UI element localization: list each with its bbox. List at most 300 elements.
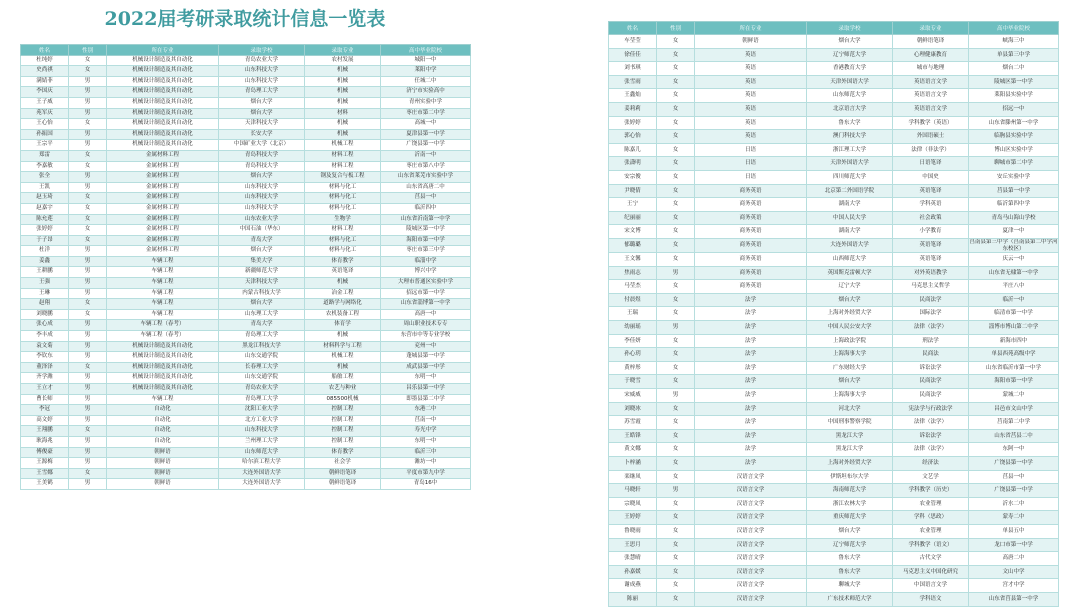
cell-high-school: 临清市第一中学 [969, 307, 1059, 321]
cell-school: 烟台大学 [807, 35, 893, 49]
cell-gender: 女 [69, 203, 107, 214]
cell-major: 机械设计制造及其自动化 [107, 140, 219, 151]
cell-high-school: 高唐一中 [381, 309, 471, 320]
cell-school: 聊城大学 [807, 579, 893, 593]
cell-name: 徐佳佳 [609, 48, 657, 62]
cell-high-school: 大理市普通区实验中学 [381, 278, 471, 289]
table-row [609, 511, 1059, 525]
cell-major: 英语 [695, 102, 807, 116]
cell-high-school: 青岛16中 [381, 479, 471, 490]
cell-gender: 女 [657, 75, 695, 89]
cell-high-school: 东明一中 [381, 436, 471, 447]
col-high-school: 高中毕业院校 [969, 22, 1059, 35]
cell-high-school: 青岛马山海山学校 [969, 211, 1059, 225]
cell-school: 山东科技大学 [219, 193, 305, 204]
cell-name: 张婷婷 [609, 116, 657, 130]
cell-gender: 女 [657, 130, 695, 144]
cell-school: 山东科技大学 [219, 182, 305, 193]
cell-high-school: 蒙城二中 [969, 389, 1059, 403]
table-row [609, 348, 1059, 362]
cell-name: 孙嘉媛 [609, 565, 657, 579]
cell-school: 湖南大学 [807, 198, 893, 212]
cell-high-school: 高唐二中 [969, 552, 1059, 566]
table-row [21, 140, 471, 151]
cell-gender: 女 [657, 457, 695, 471]
cell-high-school: 烟台二中 [969, 62, 1059, 76]
cell-name: 郭心怡 [609, 130, 657, 144]
cell-school: 天津科技大学 [219, 278, 305, 289]
table-row [609, 524, 1059, 538]
cell-name: 王婷婷 [609, 511, 657, 525]
table-row [21, 352, 471, 363]
cell-gender: 女 [657, 402, 695, 416]
cell-admit-major: 学科教学（英语） [893, 116, 969, 130]
cell-admit-major: 社会学 [305, 458, 381, 469]
cell-school: 烟台大学 [219, 108, 305, 119]
cell-gender: 男 [69, 256, 107, 267]
cell-major: 机械设计制造及其自动化 [107, 129, 219, 140]
cell-admit-major: 机械 [305, 76, 381, 87]
cell-name: 焦雨志 [609, 266, 657, 280]
cell-high-school: 高城一中 [381, 119, 471, 130]
cell-admit-major: 诉讼法学 [893, 429, 969, 443]
cell-name: 赵嘉宇 [21, 203, 69, 214]
cell-name: 苏雪霞 [609, 416, 657, 430]
table-row [21, 415, 471, 426]
cell-gender: 男 [657, 266, 695, 280]
cell-admit-major: 英语语言文学 [893, 102, 969, 116]
cell-school: 大连外国语大学 [219, 468, 305, 479]
col-gender: 性别 [657, 22, 695, 35]
cell-major: 商务英语 [695, 198, 807, 212]
table-row [21, 267, 471, 278]
cell-admit-major: 英语语言文学 [893, 75, 969, 89]
cell-high-school: 海阳市第一中学 [969, 375, 1059, 389]
cell-major: 机械设计制造及其自动化 [107, 373, 219, 384]
cell-name: 孙心玥 [609, 348, 657, 362]
cell-gender: 男 [69, 97, 107, 108]
cell-name: 于子昂 [21, 235, 69, 246]
cell-high-school: 蒙寿二中 [969, 511, 1059, 525]
table-row [609, 35, 1059, 49]
cell-school: 辽宁大学 [807, 280, 893, 294]
cell-high-school: 山东省莒县第一中学 [969, 592, 1059, 606]
cell-name: 陈允莲 [21, 214, 69, 225]
table-row [609, 116, 1059, 130]
cell-school: 大连外国语大学 [807, 238, 893, 252]
cell-gender: 男 [69, 331, 107, 342]
cell-school: 青岛理工大学 [219, 394, 305, 405]
cell-admit-major: 英语笔译 [305, 267, 381, 278]
cell-high-school: 莒南县第三中学（莒南县第二中学河东校区） [969, 238, 1058, 252]
cell-high-school: 蓬城县第一中学 [381, 352, 471, 363]
cell-gender: 女 [69, 299, 107, 310]
cell-name: 尹晓倩 [609, 184, 657, 198]
cell-high-school: 夏津县第一中学 [381, 129, 471, 140]
cell-name: 王翔鹏 [21, 426, 69, 437]
cell-major: 汉语言文学 [695, 579, 807, 593]
cell-admit-major: 日语笔译 [893, 157, 969, 171]
cell-name: 王强 [21, 278, 69, 289]
cell-admit-major: 材料与化工 [305, 193, 381, 204]
cell-school: 青岛科技大学 [219, 161, 305, 172]
cell-admit-major: 民商法 [893, 348, 969, 362]
cell-gender: 男 [69, 405, 107, 416]
cell-major: 商务英语 [695, 211, 807, 225]
cell-high-school: 山东省无棣第一中学 [969, 266, 1059, 280]
cell-name: 张全 [21, 172, 69, 183]
cell-admit-major: 外国语硕士 [893, 130, 969, 144]
cell-major: 自动化 [107, 415, 219, 426]
cell-major: 自动化 [107, 436, 219, 447]
cell-name: 王立才 [21, 384, 69, 395]
cell-major: 汉语言文学 [695, 565, 807, 579]
cell-major: 机械设计制造及其自动化 [107, 87, 219, 98]
cell-admit-major: 英语笔译 [893, 238, 969, 252]
cell-school: 山西师范大学 [807, 253, 893, 267]
cell-name: 高文婷 [21, 415, 69, 426]
cell-gender: 男 [69, 341, 107, 352]
cell-school: 山东理工大学 [219, 309, 305, 320]
cell-gender: 女 [657, 253, 695, 267]
cell-admit-major: 学科（思政） [893, 511, 969, 525]
cell-admit-major: 农业管理 [893, 524, 969, 538]
cell-school: 青岛农业大学 [219, 55, 305, 66]
cell-high-school: 临淄中学 [381, 256, 471, 267]
cell-gender: 男 [657, 484, 695, 498]
cell-name: 宗晓凤 [609, 497, 657, 511]
cell-gender: 男 [657, 321, 695, 335]
cell-school: 烟台大学 [807, 375, 893, 389]
cell-school: 湖南大学 [807, 225, 893, 239]
cell-major: 汉语言文学 [695, 592, 807, 606]
cell-major: 车辆工程 [107, 309, 219, 320]
cell-name: 满婧菲 [21, 76, 69, 87]
cell-major: 机械设计制造及其自动化 [107, 76, 219, 87]
cell-admit-major: 机械 [305, 331, 381, 342]
cell-school: 北方工业大学 [219, 415, 305, 426]
cell-admit-major: 材料工程 [305, 161, 381, 172]
cell-major: 机械设计制造及其自动化 [107, 341, 219, 352]
cell-name: 付晨煜 [609, 293, 657, 307]
cell-major: 商务英语 [695, 225, 807, 239]
cell-school: 青岛理工大学 [219, 87, 305, 98]
cell-admit-major: 体育教学 [305, 256, 381, 267]
table-row [609, 225, 1059, 239]
cell-admit-major: 古代文学 [893, 552, 969, 566]
cell-major: 商务英语 [695, 184, 807, 198]
cell-name: 李嘉敏 [21, 161, 69, 172]
cell-school: 鲁东大学 [807, 565, 893, 579]
table-row [609, 389, 1059, 403]
cell-high-school: 山东省高唐二中 [381, 182, 471, 193]
cell-admit-major: 朝鲜语笔译 [305, 479, 381, 490]
cell-high-school: 山东省淄博第一中学 [381, 299, 471, 310]
cell-gender: 女 [69, 362, 107, 373]
table-row [21, 182, 471, 193]
cell-school: 北京第二外国语学院 [807, 184, 893, 198]
cell-gender: 女 [657, 184, 695, 198]
cell-school: 沈阳工业大学 [219, 405, 305, 416]
cell-admit-major: 学科教学（历史） [893, 484, 969, 498]
cell-major: 机械设计制造及其自动化 [107, 362, 219, 373]
cell-major: 汉语言文学 [695, 524, 807, 538]
cell-gender: 女 [657, 238, 695, 252]
cell-high-school: 宫才中学 [969, 579, 1059, 593]
cell-gender: 女 [657, 143, 695, 157]
cell-gender: 男 [69, 458, 107, 469]
cell-gender: 男 [69, 108, 107, 119]
cell-major: 机械设计制造及其自动化 [107, 55, 219, 66]
cell-gender: 女 [69, 150, 107, 161]
cell-gender: 女 [657, 225, 695, 239]
cell-gender: 男 [69, 129, 107, 140]
table-row [609, 253, 1059, 267]
cell-admit-major: 控制工程 [305, 405, 381, 416]
cell-gender: 男 [69, 436, 107, 447]
cell-name: 李丰成 [21, 331, 69, 342]
cell-admit-major: 英语笔译 [893, 184, 969, 198]
cell-school: 烟台大学 [219, 246, 305, 257]
cell-school: 伊斯坦布尔大学 [807, 470, 893, 484]
cell-gender: 女 [69, 55, 107, 66]
cell-high-school: 潍坊一中 [381, 458, 471, 469]
table-row [21, 288, 471, 299]
cell-name: 幼丽瑶 [609, 321, 657, 335]
cell-high-school: 昌乐县第一中学 [381, 384, 471, 395]
table-row [609, 89, 1059, 103]
cell-gender: 女 [657, 198, 695, 212]
table-row [21, 458, 471, 469]
cell-high-school: 陵城区第一中学 [381, 225, 471, 236]
cell-gender: 女 [657, 579, 695, 593]
cell-school: 上海对外经贸大学 [807, 457, 893, 471]
cell-gender: 女 [69, 214, 107, 225]
cell-school: 兰州理工大学 [219, 436, 305, 447]
cell-school: 山东交通学院 [219, 373, 305, 384]
cell-gender: 男 [69, 394, 107, 405]
cell-major: 汉语言文学 [695, 484, 807, 498]
cell-admit-major: 心理健康教育 [893, 48, 969, 62]
cell-admit-major: 控制工程 [305, 436, 381, 447]
cell-name: 张潇明 [609, 157, 657, 171]
cell-name: 曹长师 [21, 394, 69, 405]
col-school: 录取学校 [219, 45, 305, 56]
cell-school: 山东科技大学 [219, 76, 305, 87]
cell-school: 黑龙江科技大学 [219, 341, 305, 352]
cell-gender: 女 [657, 35, 695, 49]
cell-major: 法学 [695, 348, 807, 362]
table-row [609, 62, 1059, 76]
cell-gender: 男 [69, 384, 107, 395]
cell-major: 金属材料工程 [107, 203, 219, 214]
cell-admit-major: 机械 [305, 129, 381, 140]
cell-major: 汉语言文学 [695, 497, 807, 511]
cell-school: 烟台大学 [219, 172, 305, 183]
table-row [609, 170, 1059, 184]
cell-admit-major: 诉讼法学 [893, 361, 969, 375]
cell-high-school: 博山区实验中学 [969, 143, 1059, 157]
cell-gender: 女 [69, 235, 107, 246]
cell-school: 山东科技大学 [219, 203, 305, 214]
table-row [609, 429, 1059, 443]
cell-major: 汉语言文学 [695, 511, 807, 525]
cell-school: 广东财经大学 [807, 361, 893, 375]
cell-high-school: 山东省滕州第一中学 [969, 116, 1059, 130]
cell-admit-major: 马克思主义哲学 [893, 280, 969, 294]
cell-major: 日语 [695, 170, 807, 184]
cell-high-school: 周山职业技术专专 [381, 320, 471, 331]
cell-school: 上海海事大学 [807, 348, 893, 362]
table-row [21, 55, 471, 66]
cell-gender: 女 [69, 225, 107, 236]
cell-major: 朝鲜语 [107, 479, 219, 490]
left-table [20, 44, 471, 490]
cell-major: 法学 [695, 321, 807, 335]
cell-school: 烟台大学 [219, 299, 305, 310]
cell-school: 山东师范大学 [219, 447, 305, 458]
cell-high-school: 即墨县第二中学 [381, 394, 471, 405]
cell-admit-major: 法律（法学） [893, 321, 969, 335]
table-row [21, 76, 471, 87]
cell-school: 大连外国语大学 [219, 479, 305, 490]
table-row [609, 484, 1059, 498]
cell-gender: 女 [657, 511, 695, 525]
cell-gender: 男 [69, 320, 107, 331]
cell-school: 鲁东大学 [807, 552, 893, 566]
cell-admit-major: 体育教学 [305, 447, 381, 458]
cell-admit-major: 控制工程 [305, 426, 381, 437]
table-row [609, 565, 1059, 579]
cell-school: 烟台大学 [807, 524, 893, 538]
cell-name: 李冠 [21, 405, 69, 416]
cell-school: 中国石油（华东） [219, 225, 305, 236]
cell-admit-major: 机械工程 [305, 352, 381, 363]
cell-school: 海南师范大学 [807, 484, 893, 498]
cell-gender: 女 [657, 157, 695, 171]
cell-name: 史尚祺 [21, 66, 69, 77]
cell-admit-major: 材料 [305, 108, 381, 119]
cell-gender: 女 [657, 361, 695, 375]
cell-school: 中国人民大学 [807, 211, 893, 225]
cell-name: 刘晓冰 [609, 402, 657, 416]
cell-gender: 男 [69, 415, 107, 426]
cell-admit-major: 学科英语 [893, 198, 969, 212]
cell-high-school: 莱阳县实验中学 [969, 89, 1059, 103]
table-row [21, 193, 471, 204]
cell-name: 王凯 [21, 182, 69, 193]
cell-name: 董泽泽 [21, 362, 69, 373]
cell-high-school: 东港二中 [381, 405, 471, 416]
cell-major: 车辆工程 [107, 299, 219, 310]
table-row [21, 331, 471, 342]
cell-major: 英语 [695, 75, 807, 89]
cell-school: 上海海事大学 [807, 389, 893, 403]
cell-gender: 女 [657, 565, 695, 579]
cell-major: 汉语言文学 [695, 538, 807, 552]
cell-high-school: 寿光中学 [381, 426, 471, 437]
cell-name: 陈丽 [609, 592, 657, 606]
cell-high-school: 临沂第四中学 [969, 198, 1059, 212]
table-row [21, 129, 471, 140]
table-row [21, 256, 471, 267]
cell-school: 长安大学 [219, 129, 305, 140]
cell-name: 傅俊豪 [21, 447, 69, 458]
cell-admit-major: 控制工程 [305, 415, 381, 426]
cell-name: 王瑞 [609, 307, 657, 321]
cell-gender: 女 [69, 119, 107, 130]
cell-high-school: 海阳市第一中学 [381, 235, 471, 246]
cell-admit-major: 文艺学 [893, 470, 969, 484]
cell-school: 浙江农林大学 [807, 497, 893, 511]
table-row [21, 235, 471, 246]
cell-admit-major: 马克思主义中国化研究 [893, 565, 969, 579]
table-row [609, 552, 1059, 566]
cell-high-school: 沂水二中 [969, 497, 1059, 511]
cell-major: 朝鲜语 [107, 447, 219, 458]
cell-high-school: 沂南一中 [381, 150, 471, 161]
cell-name: 姜莉莉 [609, 102, 657, 116]
cell-high-school: 兖州一中 [381, 341, 471, 352]
cell-name: 刘书琪 [609, 62, 657, 76]
cell-major: 英语 [695, 62, 807, 76]
cell-name: 刘晓鹏 [21, 309, 69, 320]
table-row [609, 470, 1059, 484]
cell-gender: 女 [657, 429, 695, 443]
cell-major: 商务英语 [695, 238, 807, 252]
cell-major: 英语 [695, 116, 807, 130]
col-admit-major: 录取专业 [893, 22, 969, 35]
cell-name: 王鑫灿 [609, 89, 657, 103]
col-name: 姓名 [609, 22, 657, 35]
cell-major: 金属材料工程 [107, 225, 219, 236]
cell-name: 李佳妍 [609, 334, 657, 348]
cell-high-school: 山东省沂南第一中学 [381, 214, 471, 225]
cell-school: 四川师范大学 [807, 170, 893, 184]
cell-school: 新疆师范大学 [219, 267, 305, 278]
cell-gender: 男 [69, 172, 107, 183]
cell-major: 英语 [695, 48, 807, 62]
cell-gender: 女 [657, 470, 695, 484]
table-row [21, 299, 471, 310]
col-major: 所在专业 [695, 22, 807, 35]
cell-high-school: 成武县第一中学 [381, 362, 471, 373]
table-row [609, 48, 1059, 62]
cell-high-school: 莒南第二中学 [969, 416, 1059, 430]
cell-major: 商务英语 [695, 266, 807, 280]
cell-admit-major: 机械 [305, 97, 381, 108]
cell-school: 哈尔滨工程大学 [219, 458, 305, 469]
cell-admit-major: 材料与化工 [305, 235, 381, 246]
cell-school: 天津外国语大学 [807, 157, 893, 171]
cell-admit-major: 民商法学 [893, 389, 969, 403]
table-row [21, 394, 471, 405]
cell-school: 北京语言大学 [807, 102, 893, 116]
cell-name: 张慧晴 [609, 552, 657, 566]
cell-major: 车辆工程 [107, 267, 219, 278]
table-row [21, 108, 471, 119]
cell-school: 浙江理工大学 [807, 143, 893, 157]
cell-major: 英语 [695, 130, 807, 144]
cell-high-school: 龙口市第一中学 [969, 538, 1059, 552]
cell-gender: 女 [657, 592, 695, 606]
cell-major: 金属材料工程 [107, 214, 219, 225]
cell-school: 香港教育大学 [807, 62, 893, 76]
cell-admit-major: 国际法学 [893, 307, 969, 321]
cell-name: 王皓锋 [609, 429, 657, 443]
cell-admit-major: 冶金工程 [305, 288, 381, 299]
cell-gender: 女 [69, 426, 107, 437]
